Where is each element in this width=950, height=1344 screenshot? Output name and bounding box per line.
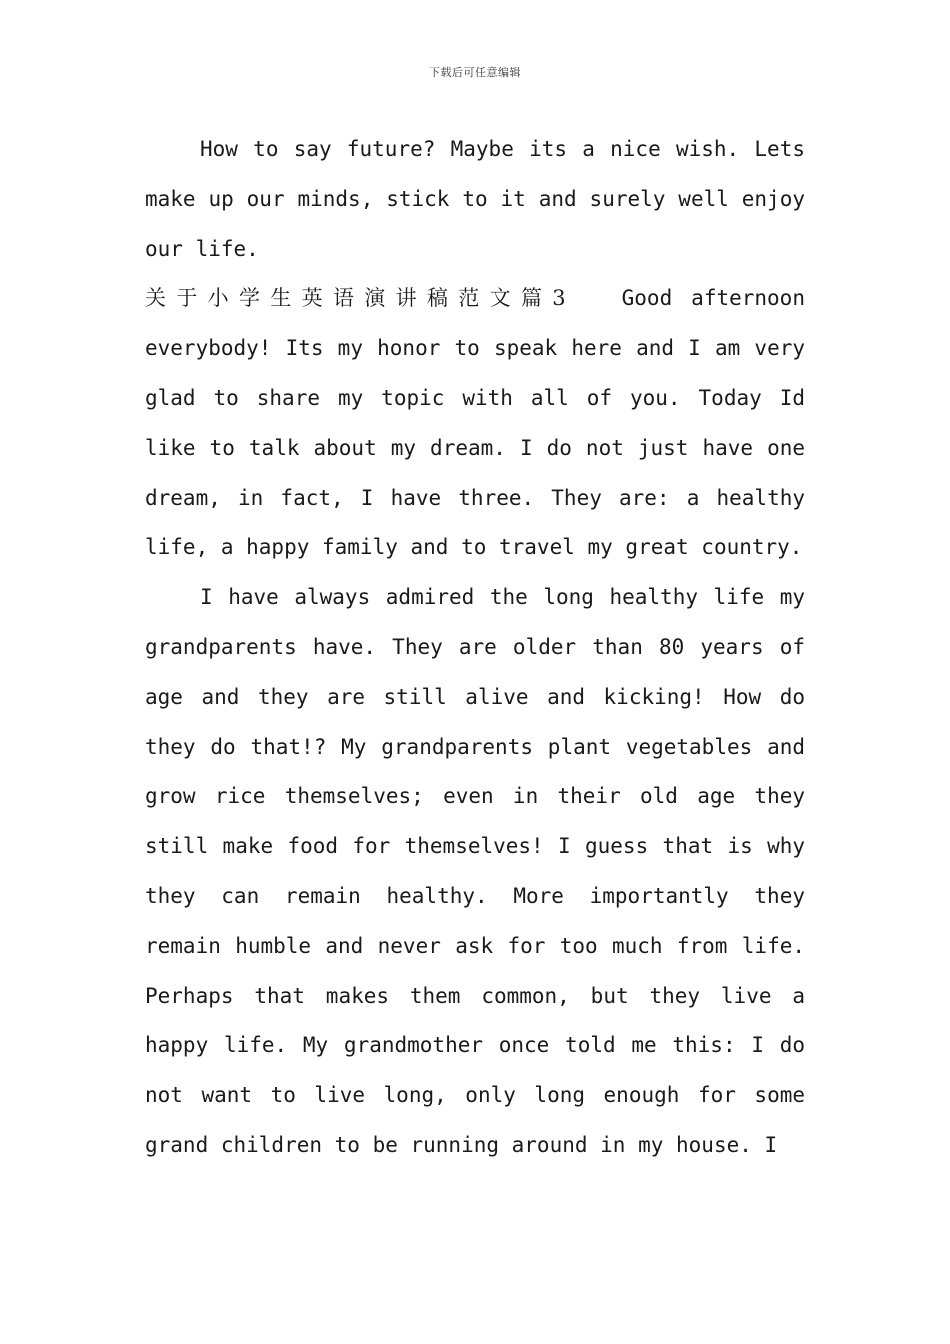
section-heading: 关于小学生英语演讲稿范文篇3 [145, 286, 570, 311]
paragraph-text: Good afternoon everybody! Its my honor to speak here and I am very glad to share my topic with all of you. Today Id like to talk about my dream. I do not just have one dream, in fact, I have three. They are: a healthy life, a happy family and to travel my great country. [145, 286, 805, 560]
section-paragraph [145, 274, 805, 573]
paragraph: How to say future? Maybe its a nice wish. Lets make up our minds, stick to it and surely well enjoy our life. [145, 137, 805, 261]
page-header-note: 下载后可任意编辑 [429, 66, 521, 79]
paragraph: I have always admired the long healthy life my grandparents have. They are older than 80 years of age and they are still alive and kicking! How do they do that!? My grandparents plant vegetables and grow rice themselves; even in their old age they still make food for themselves! I guess that is why they can remain healthy. More importantly they remain humble and never ask for too much from life. Perhaps that makes them common, but they live a happy life. My grandmother once told me this: I do not want to live long, only long enough for some grand children to be running around in my house. I [145, 585, 805, 1157]
document-body [145, 125, 805, 1171]
